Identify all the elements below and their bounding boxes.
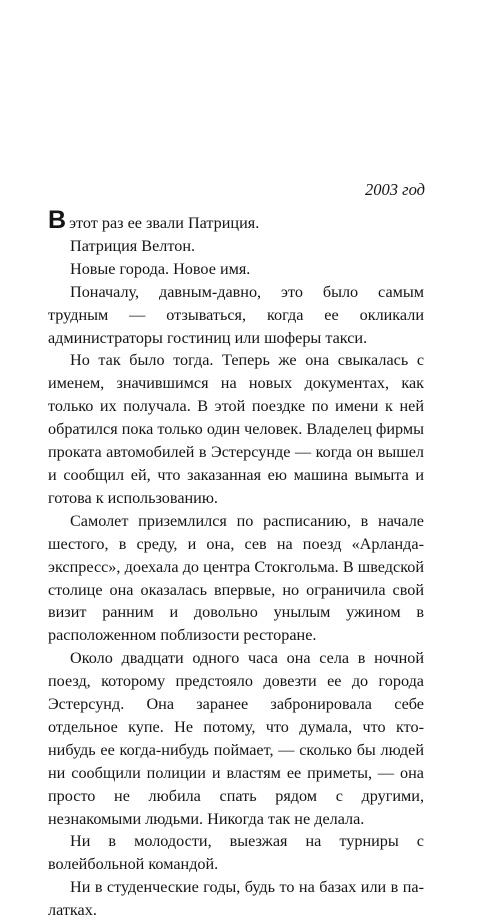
chapter-year-heading: 2003 год	[365, 180, 425, 199]
paragraph-8: Ни в молодости, выезжая на турниры с волейбольной командой.	[48, 832, 424, 874]
paragraph-2: Патриция Велтон.	[70, 236, 196, 255]
drop-cap: В	[48, 206, 67, 234]
paragraph-1	[48, 206, 424, 235]
body-text	[48, 206, 424, 922]
paragraph-9: Ни в студенческие годы, будь то на базах или в палатках.	[48, 878, 424, 920]
paragraph-5: Но так было тогда. Теперь же она свыкалась с именем, значившимся на новых документах, как только их получала. В этой поездке по имени к ней обратился пока только один человек. Владелец фирмы проката автомобилей в Эстерсунде — когда он вышел и сообщил ей, что заказанная ею машина вымыта и готова к использованию.	[48, 351, 424, 507]
paragraph-6: Самолет приземлился по расписанию, в начале шестого, в среду, и она, сев на поезд «Арланда-экспресс», доехала до центра Стокгольма. В шведской столице она оказалась впервые, но ограничила свой визит ранним и довольно унылым ужином в расположенном поблизости ресторане.	[48, 511, 424, 645]
paragraph-7: Около двадцати одного часа она села в ночной поезд, которому предстояло довезти ее до города Эстерсунд. Она заранее забронировала себе отдельное купе. Не потому, что думала, что кто-нибудь ее когда-нибудь поймает, — сколько бы людей ни сообщили полиции и властям ее приметы, — она просто не любила спать рядом с другими, незнакомыми людьми. Никогда так не делала.	[48, 649, 424, 828]
paragraph-3: Новые города. Новое имя.	[70, 259, 251, 278]
paragraph-4: Поначалу, давным-давно, это было самым трудным — отзываться, когда ее окликали администраторы гостиниц или шоферы такси.	[48, 282, 424, 347]
paragraph-1-text: этот раз ее звали Патриция.	[69, 214, 260, 232]
